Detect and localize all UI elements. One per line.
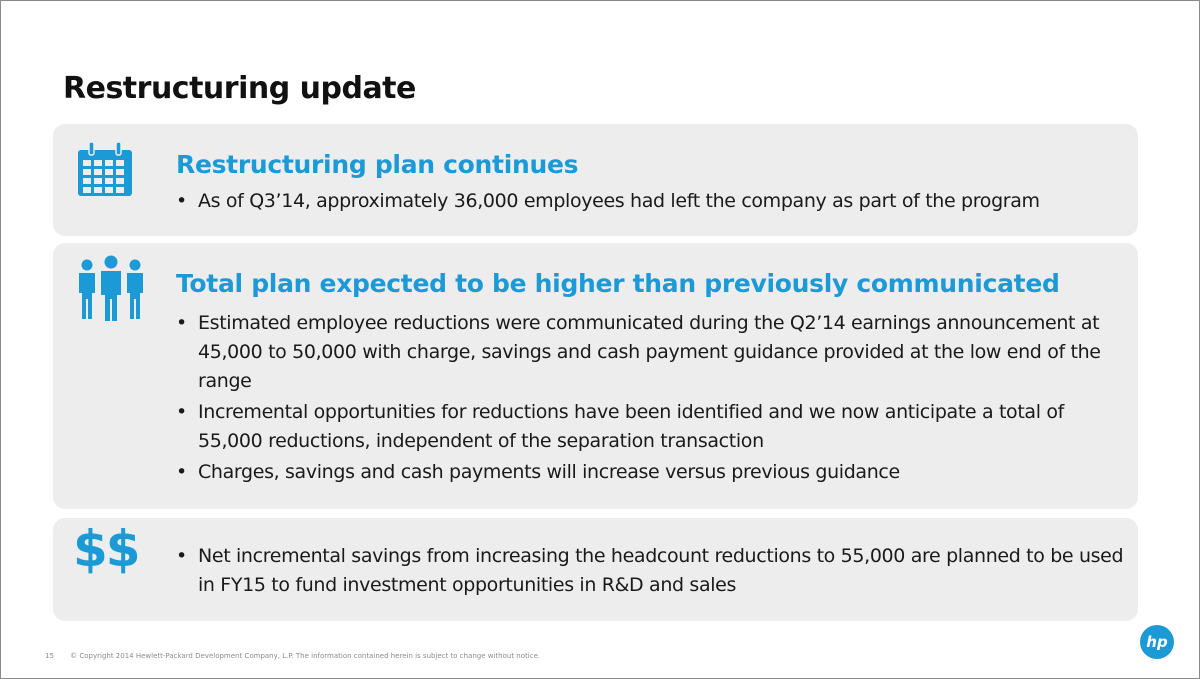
bullet-item: • Incremental opportunities for reductions have been identified and we now anticipate a total of 55,000 reductions, independent of the separation transaction [176,401,1064,452]
section-restructuring-plan [53,124,1138,236]
copyright-notice: © Copyright 2014 Hewlett-Packard Development Company, L.P. The information contained herein is subject to change without notice. [70,652,541,660]
slide-footer [45,652,540,660]
slide-title: Restructuring update [63,71,416,106]
bullet-text: Net incremental savings from increasing the headcount reductions to 55,000 are planned to be used in FY15 to fund investment opportunities in R&D and sales [198,545,1124,596]
bullet-list [176,309,1126,489]
section-heading: Total plan expected to be higher than previously communicated [176,269,1060,298]
people-icon [75,255,147,321]
bullet-text: Incremental opportunities for reductions have been identified and we now anticipate a total of 55,000 reductions, independent of the separation transaction [198,401,1064,452]
dollar-signs-icon: $$ [73,520,139,578]
page-number: 15 [45,652,54,660]
hp-logo-text: hp [1146,633,1168,651]
section-total-plan [53,243,1138,509]
section-savings [53,518,1138,621]
hp-logo-icon [1139,624,1175,660]
bullet-list [176,542,1126,602]
bullet-item: • Estimated employee reductions were communicated during the Q2’14 earnings announcement at 45,000 to 50,000 with charge, savings and cash payment guidance provided at the low end of the range [176,312,1101,392]
section-heading: Restructuring plan continues [176,150,579,179]
bullet-list [176,187,1126,218]
bullet-text: Charges, savings and cash payments will increase versus previous guidance [198,461,900,483]
bullet-item: • As of Q3’14, approximately 36,000 employees had left the company as part of the program [176,190,1040,212]
bullet-text: As of Q3’14, approximately 36,000 employees had left the company as part of the program [198,190,1040,212]
bullet-text: Estimated employee reductions were communicated during the Q2’14 earnings announcement at 45,000 to 50,000 with charge, savings and cash payment guidance provided at the low end of the range [198,312,1101,392]
calendar-icon [75,142,135,198]
bullet-item: • Charges, savings and cash payments will increase versus previous guidance [176,461,900,483]
bullet-item: • Net incremental savings from increasing the headcount reductions to 55,000 are planned to be used in FY15 to fund investment opportunities in R&D and sales [176,545,1124,596]
